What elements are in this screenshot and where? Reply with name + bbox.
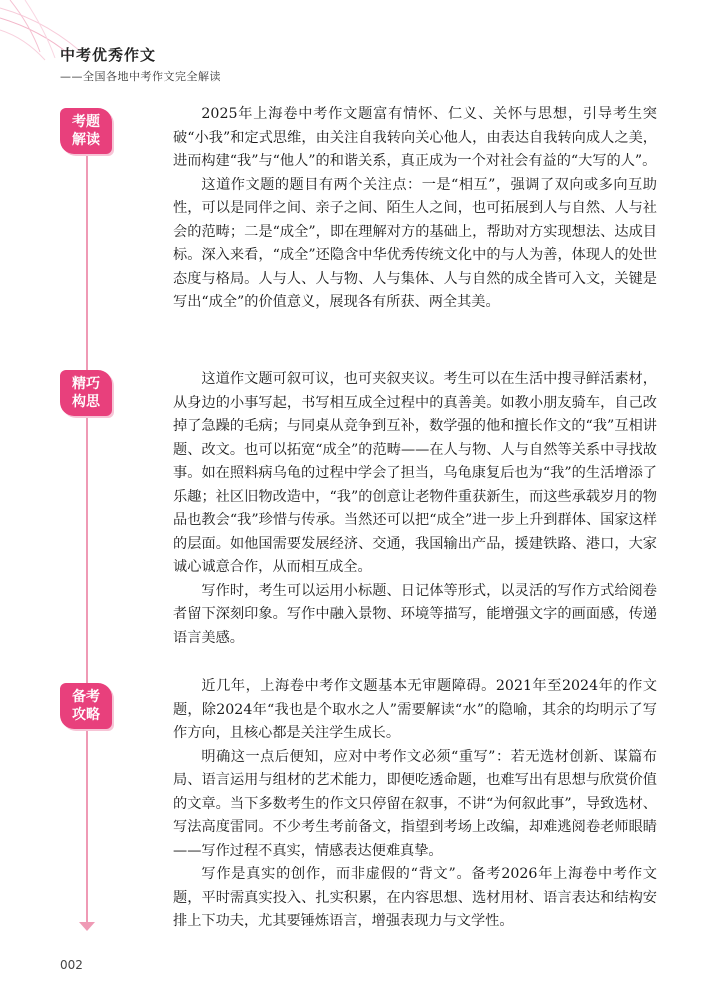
page-number: 002: [60, 958, 83, 972]
section-tag-conception: 精巧 构思: [60, 370, 112, 416]
paragraph: 这道作文题可叙可议，也可夹叙夹议。考生可以在生活中搜寻鲜活素材，从身边的小事写起，书写相互成全过程中的真善美。如教小朋友骑车，自己改掉了急躁的毛病；与同桌从竞争到互补，数学强的他和擅长作文的“我”互相讲题、改文。也可以拓宽“成全”的范畴——在人与物、人与自然等关系中寻找故事。如在照料病乌龟的过程中学会了担当，乌龟康复后也为“我”的生活增添了乐趣；社区旧物改造中，“我”的创意让老物件重获新生，而这些承载岁月的物品也教会“我”珍惜与传承。当然还可以把“成全”进一步上升到群体、国家这样的层面。如他国需要发展经济、交通，我国输出产品，援建铁路、港口，大家诚心诚意合作，从而相互成全。: [173, 371, 657, 575]
section-tag-preparation: 备考 攻略: [60, 683, 112, 729]
timeline-line: [86, 150, 88, 924]
section-conception: [173, 368, 657, 650]
section-exam-analysis: [173, 103, 657, 315]
timeline-arrow: [79, 922, 95, 931]
paragraph: 这道作文题的题目有两个关注点：一是“相互”，强调了双向或多向互助性，可以是同伴之间、亲子之间、陌生人之间，也可拓展到人与自然、人与社会的范畴；二是“成全”，即在理解对方的基础上，帮助对方实现想法、达成目标。深入来看，“成全”还隐含中华优秀传统文化中的与人为善，体现人的处世态度与格局。人与人、人与物、人与集体、人与自然的成全皆可入文，关键是写出“成全”的价值意义，展现各有所获、两全其美。: [173, 176, 657, 310]
book-subtitle: ——全国各地中考作文完全解读: [60, 70, 221, 83]
paragraph: 写作时，考生可以运用小标题、日记体等形式，以灵活的写作方式给阅卷者留下深刻印象。写作中融入景物、环境等描写，能增强文字的画面感，传递语言美感。: [173, 582, 657, 646]
paragraph: 近几年，上海卷中考作文题基本无审题障碍。2021年至2024年的作文题，除2024年“我也是个取水之人”需要解读“水”的隐喻，其余的均明示了写作方向，且核心都是关注学生成长。: [173, 678, 657, 741]
section-tag-exam-analysis: 考题 解读: [60, 108, 112, 154]
paragraph: 明确这一点后便知，应对中考作文必须“重写”：若无选材创新、谋篇布局、语言运用与组材的艺术能力，即便吃透命题，也难写出有思想与欣赏价值的文章。当下多数考生的作文只停留在叙事，不讲“为何叙此事”，导致选材、写法高度雷同。不少考生考前备文，指望到考场上改编，却难逃阅卷老师眼睛——写作过程不真实，情感表达便难真挚。: [173, 748, 657, 859]
book-title: 中考优秀作文: [60, 46, 157, 64]
section-preparation: [173, 675, 657, 934]
paragraph: 写作是真实的创作，而非虚假的“背文”。备考2026年上海卷中考作文题，平时需真实投入、扎实积累，在内容思想、选材用材、语言表达和结构安排上下功夫，尤其要锤炼语言，增强表现力与文学性。: [173, 866, 657, 929]
paragraph: 2025年上海卷中考作文题富有情怀、仁义、关怀与思想，引导考生突破“小我”和定式思维，由关注自我转向关心他人，由表达自我转向成人之美，进而构建“我”与“他人”的和谐关系，真正成为一个对社会有益的“大写的人”。: [173, 106, 657, 169]
page-header: [60, 44, 221, 84]
